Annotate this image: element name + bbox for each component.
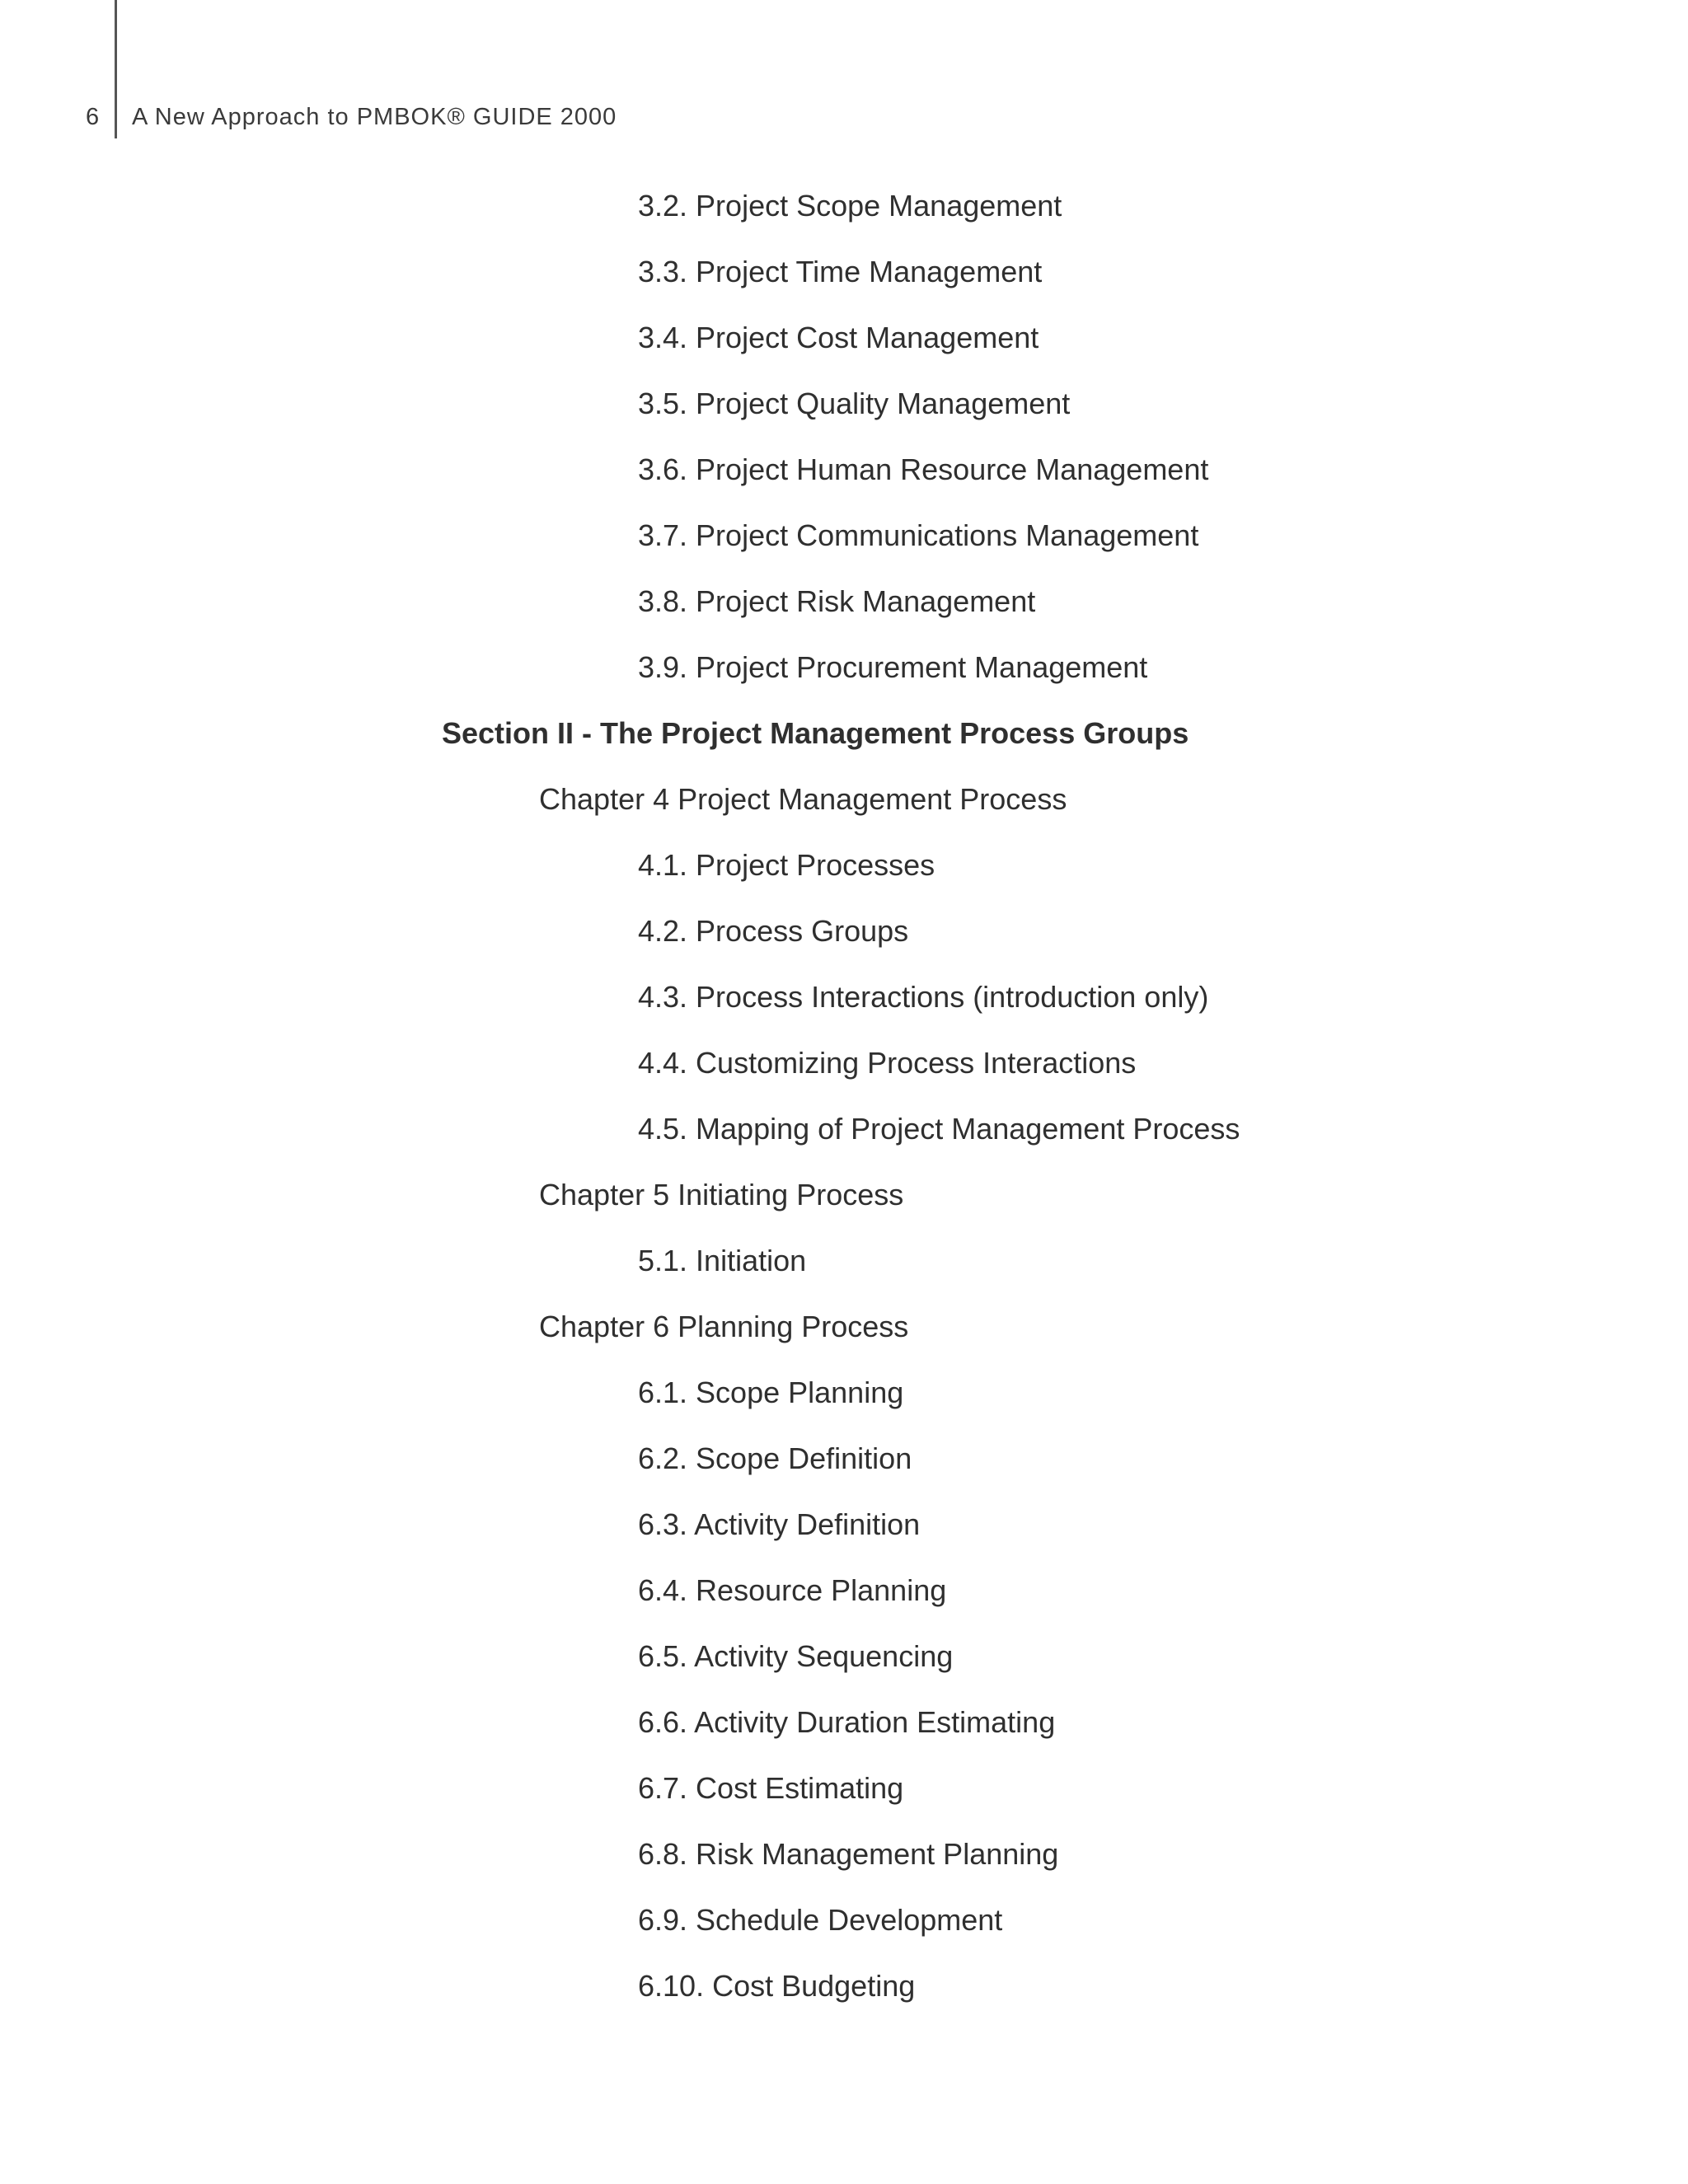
toc-item: 6.2. Scope Definition <box>638 1441 912 1475</box>
toc-item: 3.9. Project Procurement Management <box>638 650 1148 684</box>
toc-item: 6.10. Cost Budgeting <box>638 1969 916 2003</box>
toc-item: 6.4. Resource Planning <box>638 1573 947 1607</box>
toc-item: 4.3. Process Interactions (introduction only) <box>638 980 1209 1014</box>
toc-chapter-entry: Chapter 5 Initiating Process <box>539 1178 904 1212</box>
toc-item: 6.7. Cost Estimating <box>638 1771 904 1805</box>
toc-item: 3.4. Project Cost Management <box>638 321 1039 354</box>
margin-rule <box>115 0 117 138</box>
toc-item: 4.2. Process Groups <box>638 914 909 948</box>
toc-item: 6.5. Activity Sequencing <box>638 1639 954 1673</box>
toc-chapter-entry: Chapter 6 Planning Process <box>539 1310 909 1343</box>
running-title: A New Approach to PMBOK® GUIDE 2000 <box>132 104 617 130</box>
toc-chapter-entry: Chapter 4 Project Management Process <box>539 782 1067 816</box>
toc-item: 6.8. Risk Management Planning <box>638 1837 1059 1871</box>
toc-item: 6.9. Schedule Development <box>638 1903 1003 1937</box>
toc-item: 3.3. Project Time Management <box>638 255 1043 288</box>
toc-item: 3.8. Project Risk Management <box>638 584 1036 618</box>
toc-item: 6.6. Activity Duration Estimating <box>638 1705 1056 1739</box>
toc-item: 3.6. Project Human Resource Management <box>638 452 1209 486</box>
toc-item: 3.7. Project Communications Management <box>638 518 1199 552</box>
toc-item: 5.1. Initiation <box>638 1244 807 1277</box>
toc-item: 3.5. Project Quality Management <box>638 387 1071 420</box>
toc-item: 4.1. Project Processes <box>638 848 935 882</box>
toc-section-heading: Section II - The Project Management Process Groups <box>442 716 1189 750</box>
toc-item: 4.5. Mapping of Project Management Process <box>638 1112 1240 1146</box>
table-of-contents <box>0 183 1688 2029</box>
toc-item: 3.2. Project Scope Management <box>638 189 1062 223</box>
toc-item: 4.4. Customizing Process Interactions <box>638 1046 1137 1080</box>
toc-item: 6.1. Scope Planning <box>638 1376 904 1409</box>
page-number: 6 <box>86 104 101 130</box>
toc-item: 6.3. Activity Definition <box>638 1507 921 1541</box>
